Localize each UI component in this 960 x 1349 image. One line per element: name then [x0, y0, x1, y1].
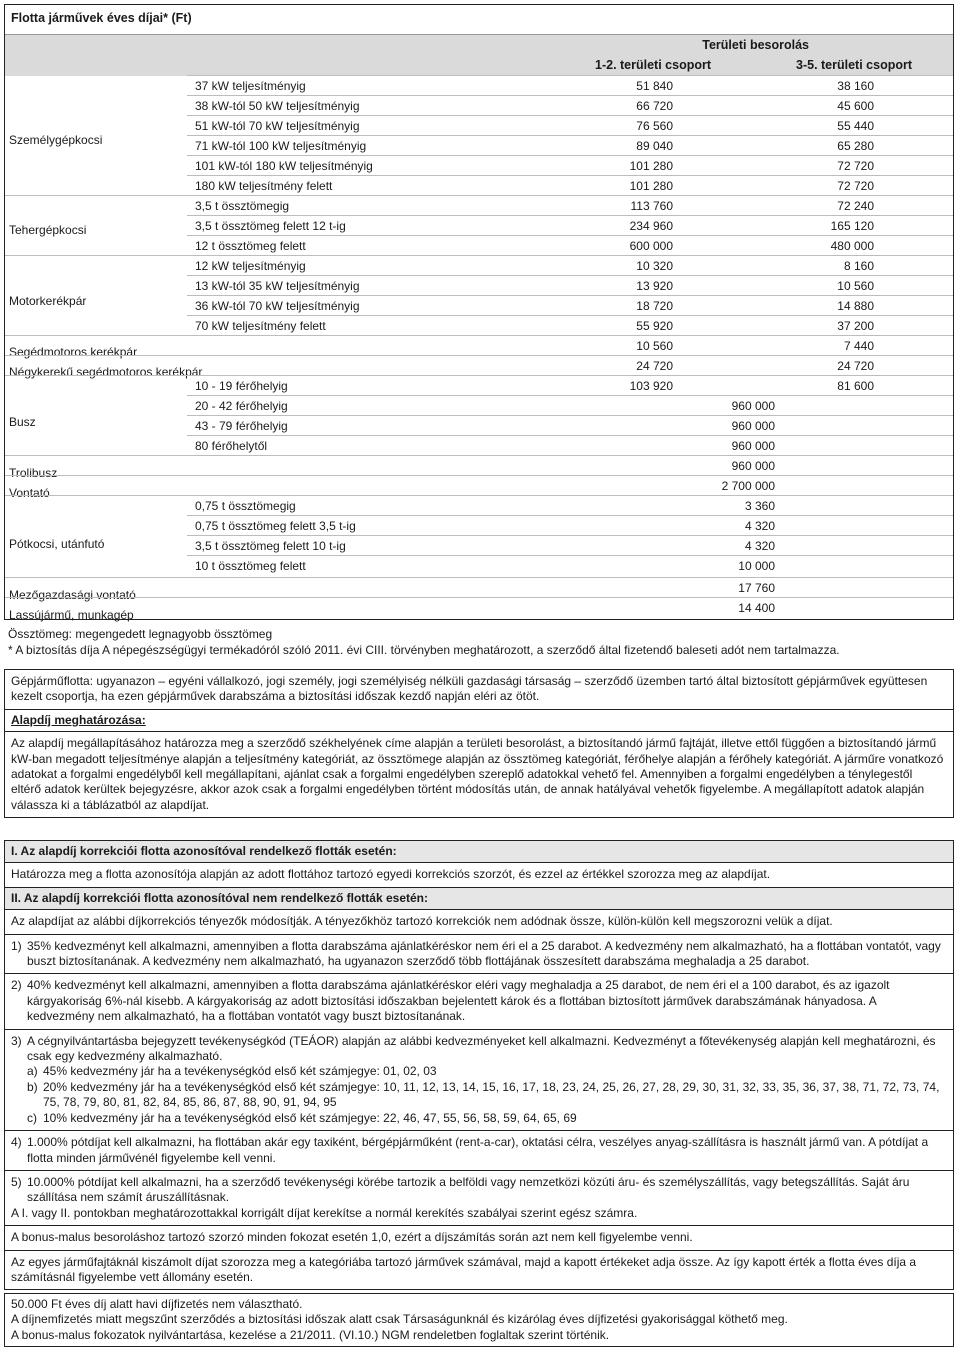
- section-1-heading: I. Az alapdíj korrekciói flotta azonosítóval rendelkező flották esetén:: [5, 841, 953, 862]
- row-desc: 37 kW teljesítményig: [195, 79, 306, 93]
- row-value-2: 38 160: [837, 79, 874, 93]
- row-desc: 3,5 t össztömeg felett 10 t-ig: [195, 539, 346, 553]
- section-2-intro: Az alapdíjat az alábbi díjkorrekciós tényezők módosítják. A tényezőkhöz tartozó korrekciók nem adódnak össze, külön-külön kell megszorozni velük a díjat.: [11, 914, 833, 929]
- row-value: 960 000: [731, 419, 775, 433]
- row-value-2: 8 160: [843, 259, 874, 273]
- table-row: [187, 75, 953, 96]
- row-value-2: 7 440: [843, 339, 874, 353]
- table-row: [187, 555, 953, 576]
- section-1-text: Határozza meg a flotta azonosítója alapján az adott flottához tartozó egyedi korrekciós szorzót, és ezzel az értékkel szorozza meg az alapdíjat.: [11, 867, 771, 882]
- row-desc: 20 - 42 férőhelyig: [195, 399, 288, 413]
- row-value-2: 72 240: [837, 199, 874, 213]
- total-calc-note: Az egyes járműfajtáknál kiszámolt díjat szorozza meg a kategóriába tartozó járművek számával, majd a kapott értékeket adja össze. Az így kapott érték a flotta éves díja a számításnál figyelembe vett állomány esetén.: [11, 1254, 917, 1284]
- row-value-1: 18 720: [636, 299, 673, 313]
- header-col1: 1-2. területi csoport: [595, 58, 711, 72]
- row-value-2: 45 600: [837, 99, 874, 113]
- table-row: [5, 355, 953, 376]
- correction-item-5: 5) 10.000% pótdíjat kell alkalmazni, ha a szerződő tevékenységi körébe tartozik a belföldi vagy nemzetközi közúti áru- és személyszállítás, vagy betegszállítás. Saját áru szállítása nem számít áruszállításnak. A I. vagy II. pontokban meghatározottakkal korrigált díjat kerekítse a normál kerekítés szabályai szerint egész számra.: [5, 1171, 953, 1225]
- row-value-1: 101 280: [629, 159, 673, 173]
- row-desc: 38 kW-tól 50 kW teljesítményig: [195, 99, 360, 113]
- category-label: Mezőgazdasági vontató: [9, 588, 136, 602]
- table-row: [5, 577, 953, 598]
- row-value-1: 51 840: [636, 79, 673, 93]
- header-col2: 3-5. területi csoport: [796, 58, 912, 72]
- table-row: [5, 195, 953, 216]
- row-value-1: 10 560: [636, 339, 673, 353]
- row-value-2: 14 880: [837, 299, 874, 313]
- table-title: Flotta járművek éves díjai* (Ft): [11, 11, 192, 25]
- row-desc: 10 - 19 férőhelyig: [195, 379, 288, 393]
- table-row: [187, 215, 953, 236]
- table-row: [187, 155, 953, 176]
- row-desc: 0,75 t össztömegig: [195, 499, 296, 513]
- footer-line-1: 50.000 Ft éves díj alatt havi díjfizetés nem választható.: [11, 1297, 303, 1311]
- table-row: [5, 375, 953, 396]
- note-tax: * A biztosítás díja A népegészségügyi termékadóról szóló 2011. évi CIII. törvényben meghatározott, a szerződő által fizetendő baleseti adót nem tartalmazza.: [8, 643, 840, 657]
- row-value-2: 65 280: [837, 139, 874, 153]
- row-value: 10 000: [738, 559, 775, 573]
- row-value-1: 101 280: [629, 179, 673, 193]
- category-label: Busz: [9, 415, 36, 429]
- category-label: Pótkocsi, utánfutó: [9, 537, 105, 551]
- row-value-2: 480 000: [830, 239, 874, 253]
- table-row: [187, 115, 953, 136]
- row-desc: 101 kW-tól 180 kW teljesítményig: [195, 159, 373, 173]
- row-desc: 12 kW teljesítményig: [195, 259, 306, 273]
- category-label: Segédmotoros kerékpár: [9, 345, 138, 359]
- footer-line-2: A díjnemfizetés miatt megszűnt szerződés a biztosítási időszak alatt csak Társaságunknál és kizárólag éves díjfizetési gyakorisággal köthető meg.: [11, 1312, 788, 1327]
- definition-section: [4, 669, 954, 818]
- table-row: [5, 475, 953, 496]
- row-value-2: 72 720: [837, 179, 874, 193]
- row-value-1: 13 920: [636, 279, 673, 293]
- row-desc: 36 kW-tól 70 kW teljesítményig: [195, 299, 360, 313]
- table-row: [187, 275, 953, 296]
- row-value-2: 72 720: [837, 159, 874, 173]
- footer-box: [4, 1293, 954, 1347]
- correction-item-4: 4) 1.000% pótdíjat kell alkalmazni, ha flottában akár egy taxiként, bérgépjárműként (rent-a-car), oktatási célra, veszélyes anyag-szállításra is használt jármű van. A pótdíjat a flotta minden járművénél figyelembe kell venni.: [11, 1135, 929, 1165]
- row-value-1: 600 000: [629, 239, 673, 253]
- row-desc: 12 t össztömeg felett: [195, 239, 306, 253]
- fee-table-box: [4, 4, 954, 620]
- category-label: Vontató: [9, 486, 50, 500]
- header-territorial: Területi besorolás: [702, 38, 809, 52]
- row-desc: 13 kW-tól 35 kW teljesítményig: [195, 279, 360, 293]
- row-value-1: 76 560: [636, 119, 673, 133]
- row-desc: 180 kW teljesítmény felett: [195, 179, 333, 193]
- table-row: [187, 435, 953, 456]
- row-desc: 10 t össztömeg felett: [195, 559, 306, 573]
- row-value-1: 24 720: [636, 359, 673, 373]
- correction-item-2: 2) 40% kedvezményt kell alkalmazni, amennyiben a flotta darabszáma ajánlatkéréskor eléri vagy meghaladja a 25 darabot, de nem éri el a 100 darabot, és az igazolt kárgyakoriság 6%-nál kisebb. A kárgyakoriság az adott biztosítási időszakban bejelentett károk és a flottában biztosított járművek darabszámának hányadosa. A kedvezmény nem alkalmazható, ha a flottában vontatót vagy buszt biztosítanának.: [11, 978, 890, 1024]
- row-value-1: 55 920: [636, 319, 673, 333]
- row-value-1: 103 920: [629, 379, 673, 393]
- section-2-heading: II. Az alapdíj korrekciói flotta azonosítóval nem rendelkező flották esetén:: [5, 888, 953, 909]
- row-value: 960 000: [731, 439, 775, 453]
- row-value: 960 000: [731, 459, 775, 473]
- row-value-1: 234 960: [629, 219, 673, 233]
- table-row: [187, 235, 953, 256]
- correction-item-1: 1) 35% kedvezményt kell alkalmazni, amennyiben a flotta darabszáma ajánlatkéréskor nem éri el a 25 darabot. A kedvezmény nem alkalmazható, ha a flottában vontatót, vagy buszt biztosítanának. A kedvezmény nem alkalmazható, ha ugyanazon szerződő több flottájának összesített darabszáma meghaladja a 25 darabot.: [11, 938, 941, 969]
- row-value-2: 165 120: [830, 219, 874, 233]
- table-row: [187, 395, 953, 416]
- row-desc: 3,5 t össztömegig: [195, 199, 290, 213]
- row-desc: 3,5 t össztömeg felett 12 t-ig: [195, 219, 346, 233]
- row-value-2: 24 720: [837, 359, 874, 373]
- row-value: 3 360: [744, 499, 775, 513]
- category-label: Lassújármű, munkagép: [9, 608, 134, 622]
- row-value: 4 320: [744, 539, 775, 553]
- category-label: Motorkerékpár: [9, 294, 87, 308]
- base-fee-heading: Alapdíj meghatározása:: [11, 712, 146, 727]
- row-desc: 70 kW teljesítmény felett: [195, 319, 326, 333]
- row-desc: 43 - 79 férőhelyig: [195, 419, 288, 433]
- base-fee-text: Az alapdíj megállapításához határozza meg a szerződő székhelyének címe alapján a területi besorolást, a biztosítandó jármű fajtáját, illetve ettől függően a biztosítandó jármű kW-ban megadott teljesítménye alapján a teljesítmény kategóriát, az össztömege alapján az össztömeg kategóriát, férőhelye alapján a férőhely kategóriát. A járműre vonatkozó adatokat a forgalmi engedélyből kell megállapítani, ajánlat csak a forgalmi engedélyben szereplő adatokkal vehető fel. Amennyiben a forgalmi engedélyben a ténylegestől eltérő adatok kerültek bejegyzésre, akkor azok csak a forgalmi engedélyben történt módosítás után, de annak hatályával vehetők figyelembe. A megállapított adatok alapján válassza ki a táblázatból az alapdíjat.: [11, 736, 944, 812]
- table-row: [187, 175, 953, 196]
- table-notes: [8, 626, 948, 658]
- row-value-1: 66 720: [636, 99, 673, 113]
- table-row: [187, 95, 953, 116]
- table-row: [187, 135, 953, 156]
- category-label: Személygépkocsi: [9, 133, 103, 147]
- row-value: 17 760: [738, 581, 775, 595]
- bonus-malus-note: A bonus-malus besoroláshoz tartozó szorzó minden fokozat esetén 1,0, ezért a díjszámítás során azt nem kell figyelembe venni.: [11, 1230, 693, 1245]
- table-row: [5, 495, 953, 516]
- table-row: [187, 295, 953, 316]
- table-row: [187, 315, 953, 336]
- row-value: 4 320: [744, 519, 775, 533]
- row-value-1: 113 760: [630, 199, 673, 213]
- fleet-definition: Gépjárműflotta: ugyanazon – egyéni vállalkozó, jogi személy, jogi személyiség nélküli gazdasági társaság – szerződő üzemben tartó által biztosított gépjárművek együttesen kezelt csoportja, ha ezen gépjárművek darabszáma a biztosítási időszak kezdő napján eléri az ötöt.: [11, 674, 928, 704]
- row-desc: 80 férőhelytől: [195, 439, 268, 453]
- table-row: [5, 255, 953, 276]
- category-label: Négykerekű segédmotoros kerékpár: [9, 365, 203, 379]
- table-row: [5, 335, 953, 356]
- table-row: [187, 515, 953, 536]
- table-row: [5, 597, 953, 618]
- row-value: 960 000: [731, 399, 775, 413]
- row-desc: 0,75 t össztömeg felett 3,5 t-ig: [195, 519, 356, 533]
- row-desc: 71 kW-tól 100 kW teljesítményig: [195, 139, 367, 153]
- corrections-section: [4, 840, 954, 1290]
- row-value: 2 700 000: [721, 479, 775, 493]
- row-value-1: 89 040: [636, 139, 673, 153]
- table-row: [187, 535, 953, 556]
- correction-item-3: 3) A cégnyilvántartásba bejegyzett tevékenységkód (TEÁOR) alapján az alábbi kedvezményeket kell alkalmazni. Kedvezményt a főtevékenység alapján kell meghatározni, és csak egy kedvezmény alkalmazható. a) 45% kedvezmény jár ha a tevékenységkód első két számjegye: 01, 02, 03 b) 20% kedvezmény jár ha a tevékenységkód első két számjegye: 10, 11, 12, 13, 14, 15, 16, 17, 18, 23, 24, 25, 26, 27, 28, 29, 30, 31, 32, 33, 35, 36, 37, 38, 71, 72, 73, 74, 75, 78, 79, 80, 81, 82, 84, 85, 86, 87, 88, 90, 91, 94, 95 c) 10% kedvezmény jár ha a tevékenységkód első két számjegye: 22, 46, 47, 55, 56, 58, 59, 64, 65, 69: [11, 1033, 940, 1125]
- table-row: [5, 455, 953, 476]
- note-weight: Össztömeg: megengedett legnagyobb össztömeg: [8, 627, 273, 641]
- table-row: [187, 415, 953, 436]
- footer-line-3: A bonus-malus fokozatok nyilvántartása, kezelése a 21/2011. (VI.10.) NGM rendeletben foglaltak szerint történik.: [11, 1327, 610, 1342]
- row-value-2: 37 200: [837, 319, 874, 333]
- page: [4, 4, 956, 1342]
- row-value-2: 81 600: [837, 379, 874, 393]
- category-label: Tehergépkocsi: [9, 223, 87, 237]
- row-desc: 51 kW-tól 70 kW teljesítményig: [195, 119, 360, 133]
- rounding-rule: A I. vagy II. pontokban meghatározottakkal korrigált díjat kerekítse a normál kerekítés szabályai szerint egész számra.: [11, 1205, 638, 1220]
- category-label: Trolibusz: [9, 466, 58, 480]
- row-value: 14 400: [738, 601, 775, 615]
- row-value-1: 10 320: [636, 259, 673, 273]
- row-value-2: 55 440: [837, 119, 874, 133]
- row-value-2: 10 560: [837, 279, 874, 293]
